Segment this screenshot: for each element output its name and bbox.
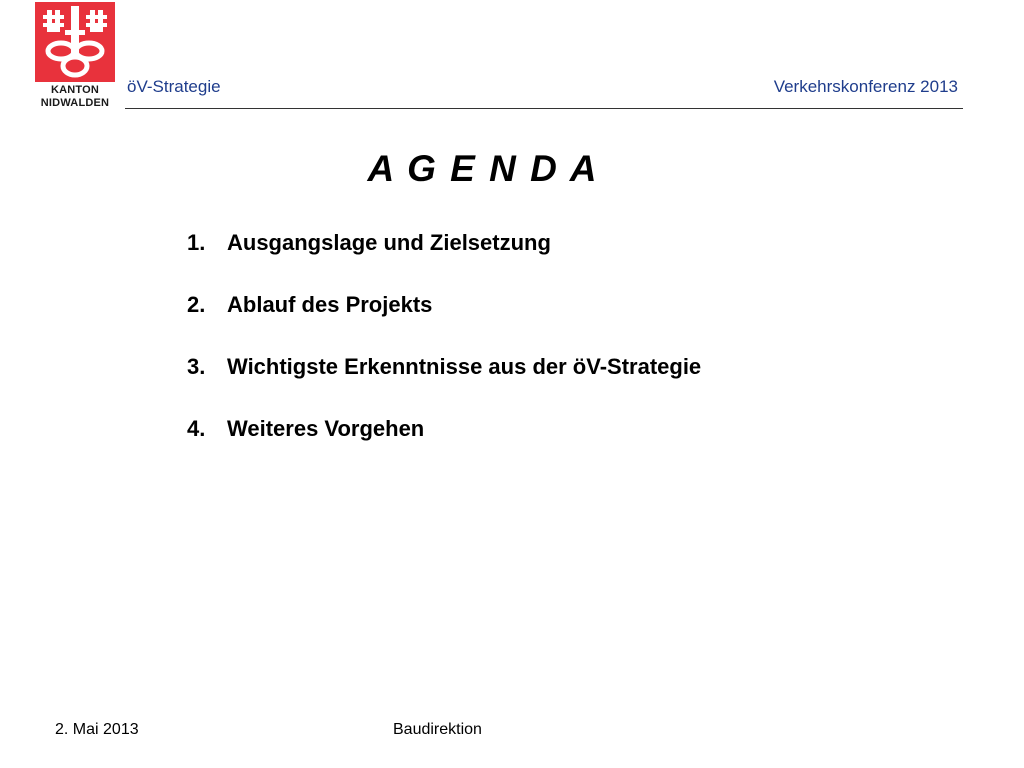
footer-department: Baudirektion (393, 721, 482, 738)
header-divider (125, 108, 963, 109)
agenda-item-number: 1. (187, 230, 206, 255)
page-title: A G E N D A (367, 148, 599, 189)
agenda-item (187, 416, 701, 478)
agenda-item (187, 292, 701, 354)
agenda-item-number: 4. (187, 416, 206, 441)
agenda-item (187, 230, 701, 292)
footer-date: 2. Mai 2013 (55, 721, 139, 738)
coat-of-arms-icon (35, 2, 115, 82)
agenda-list (187, 230, 701, 478)
logo-line-2: NIDWALDEN (40, 97, 110, 109)
logo-line-1: KANTON (50, 84, 100, 96)
agenda-item-label: Wichtigste Erkenntnisse aus der öV-Strategie (227, 354, 702, 379)
header-left-title: öV-Strategie (127, 77, 221, 96)
agenda-item-label: Ausgangslage und Zielsetzung (227, 230, 551, 255)
kanton-nidwalden-logo (35, 2, 117, 110)
agenda-item-number: 3. (187, 354, 206, 379)
logo-text (32, 84, 118, 110)
header-right-title: Verkehrskonferenz 2013 (773, 77, 958, 96)
agenda-item-label: Ablauf des Projekts (227, 292, 433, 317)
agenda-item-number: 2. (187, 292, 206, 317)
agenda-item-label: Weiteres Vorgehen (227, 416, 425, 441)
agenda-item (187, 354, 701, 416)
